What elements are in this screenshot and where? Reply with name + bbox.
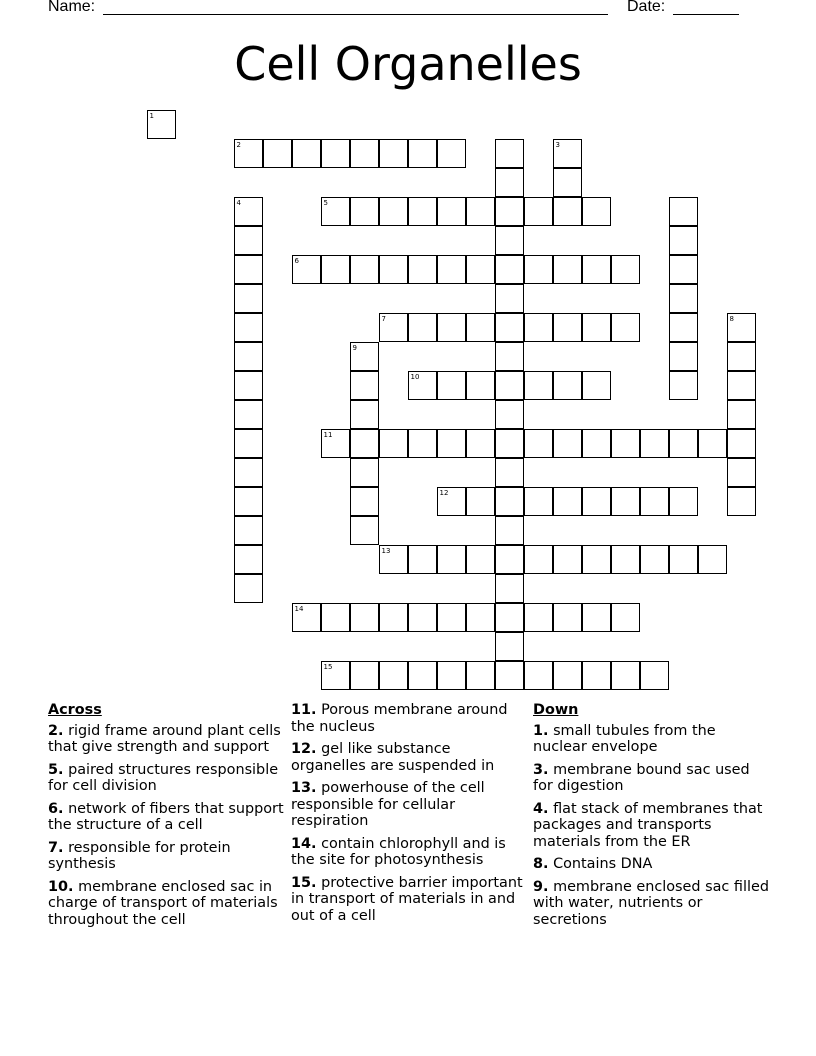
clue-text: membrane enclosed sac in charge of transport of materials throughout the cell xyxy=(48,878,278,928)
across-clue xyxy=(291,836,527,869)
across-heading: Across xyxy=(48,702,102,718)
grid-cell[interactable] xyxy=(234,342,263,371)
grid-cell[interactable] xyxy=(321,429,350,458)
grid-cell[interactable] xyxy=(553,545,582,574)
grid-cell[interactable] xyxy=(379,603,408,632)
grid-cell[interactable] xyxy=(234,545,263,574)
clue-text: flat stack of membranes that packages and transports materials from the ER xyxy=(533,800,763,850)
grid-cell[interactable] xyxy=(524,313,553,342)
grid-cell[interactable] xyxy=(408,545,437,574)
page-title: Cell Organelles xyxy=(234,37,582,91)
grid-cell[interactable] xyxy=(495,197,524,226)
across-clue xyxy=(291,780,527,830)
grid-cell[interactable] xyxy=(234,400,263,429)
grid-cell[interactable] xyxy=(582,545,611,574)
grid-cell[interactable] xyxy=(234,313,263,342)
grid-cell[interactable] xyxy=(495,545,524,574)
grid-cell[interactable] xyxy=(553,371,582,400)
across-clue-list xyxy=(48,723,284,929)
clue-text: responsible for protein synthesis xyxy=(48,839,231,872)
grid-cell[interactable] xyxy=(321,661,350,690)
grid-cell[interactable] xyxy=(698,429,727,458)
grid-cell[interactable] xyxy=(350,487,379,516)
grid-cell[interactable] xyxy=(495,226,524,255)
grid-cell[interactable] xyxy=(582,197,611,226)
grid-cell[interactable] xyxy=(553,603,582,632)
name-label: Name: xyxy=(48,0,96,15)
grid-cell[interactable] xyxy=(466,255,495,284)
clue-number: 5. xyxy=(48,761,64,778)
grid-cell[interactable] xyxy=(495,342,524,371)
grid-cell[interactable] xyxy=(437,603,466,632)
grid-cell[interactable] xyxy=(408,371,437,400)
clue-text: Contains DNA xyxy=(553,856,653,872)
grid-cell[interactable] xyxy=(263,139,292,168)
grid-cell[interactable] xyxy=(669,284,698,313)
clue-number: 2. xyxy=(48,722,64,739)
grid-cell[interactable] xyxy=(553,255,582,284)
across-clue xyxy=(291,741,527,774)
grid-cell[interactable] xyxy=(553,197,582,226)
grid-cell[interactable] xyxy=(437,197,466,226)
cell-number: 11 xyxy=(323,431,333,439)
clue-number: 14. xyxy=(291,835,317,852)
across-column xyxy=(48,702,284,934)
grid-cell[interactable] xyxy=(408,313,437,342)
grid-cell[interactable] xyxy=(466,197,495,226)
grid-cell[interactable] xyxy=(611,661,640,690)
grid-cell[interactable] xyxy=(408,603,437,632)
grid-cell[interactable] xyxy=(437,313,466,342)
grid-cell[interactable] xyxy=(466,429,495,458)
grid-cell[interactable] xyxy=(524,661,553,690)
grid-cell[interactable] xyxy=(582,429,611,458)
grid-cell[interactable] xyxy=(495,458,524,487)
clue-text: gel like substance organelles are suspended in xyxy=(291,741,495,774)
grid-cell[interactable] xyxy=(234,371,263,400)
clue-number: 3. xyxy=(533,761,549,778)
grid-cell[interactable] xyxy=(234,458,263,487)
grid-cell[interactable] xyxy=(408,139,437,168)
across-clue xyxy=(48,801,284,834)
across-clue xyxy=(48,840,284,873)
grid-cell[interactable] xyxy=(611,313,640,342)
grid-cell[interactable] xyxy=(582,603,611,632)
grid-cell[interactable] xyxy=(321,197,350,226)
grid-cell[interactable] xyxy=(292,139,321,168)
down-clue xyxy=(533,856,773,873)
grid-cell[interactable] xyxy=(582,313,611,342)
grid-cell[interactable] xyxy=(553,139,582,168)
clue-text: membrane enclosed sac filled with water, nutrients or secretions xyxy=(533,878,769,928)
grid-cell[interactable] xyxy=(234,516,263,545)
clue-number: 15. xyxy=(291,874,317,891)
cell-number: 9 xyxy=(352,344,357,352)
grid-cell[interactable] xyxy=(524,487,553,516)
across-clue xyxy=(291,702,527,735)
grid-cell[interactable] xyxy=(379,545,408,574)
grid-cell[interactable] xyxy=(640,429,669,458)
grid-cell[interactable] xyxy=(350,371,379,400)
grid-cell[interactable] xyxy=(466,371,495,400)
grid-cell[interactable] xyxy=(611,429,640,458)
grid-cell[interactable] xyxy=(553,168,582,197)
clue-text: powerhouse of the cell responsible for cellular respiration xyxy=(291,780,485,829)
grid-cell[interactable] xyxy=(640,487,669,516)
clue-text: small tubules from the nuclear envelope xyxy=(533,722,716,755)
clue-text: Porous membrane around the nucleus xyxy=(291,702,508,735)
date-label: Date: xyxy=(627,0,666,15)
grid-cell[interactable] xyxy=(582,661,611,690)
down-clue-list xyxy=(533,723,773,929)
grid-cell[interactable] xyxy=(640,545,669,574)
grid-cell[interactable] xyxy=(582,371,611,400)
grid-cell[interactable] xyxy=(292,255,321,284)
cell-number: 1 xyxy=(149,112,154,120)
grid-cell[interactable] xyxy=(466,487,495,516)
grid-cell[interactable] xyxy=(350,400,379,429)
cell-number: 13 xyxy=(381,547,391,555)
across-clue xyxy=(48,762,284,795)
clue-text: protective barrier important in transport of materials in and out of a cell xyxy=(291,874,523,924)
grid-cell[interactable] xyxy=(350,458,379,487)
grid-cell[interactable] xyxy=(553,487,582,516)
grid-cell[interactable] xyxy=(379,661,408,690)
grid-cell[interactable] xyxy=(611,545,640,574)
grid-cell[interactable] xyxy=(669,342,698,371)
grid-cell[interactable] xyxy=(669,371,698,400)
down-clue xyxy=(533,879,773,929)
grid-cell[interactable] xyxy=(727,371,756,400)
grid-cell[interactable] xyxy=(408,429,437,458)
grid-cell[interactable] xyxy=(437,429,466,458)
grid-cell[interactable] xyxy=(466,545,495,574)
grid-cell[interactable] xyxy=(495,429,524,458)
grid-cell[interactable] xyxy=(524,371,553,400)
grid-cell[interactable] xyxy=(669,226,698,255)
grid-cell[interactable] xyxy=(437,255,466,284)
grid-cell[interactable] xyxy=(234,284,263,313)
grid-cell[interactable] xyxy=(147,110,176,139)
across-clue xyxy=(48,723,284,756)
grid-cell[interactable] xyxy=(727,313,756,342)
grid-cell[interactable] xyxy=(727,487,756,516)
clue-text: rigid frame around plant cells that give strength and support xyxy=(48,722,281,755)
cell-number: 10 xyxy=(410,373,420,381)
cell-number: 15 xyxy=(323,663,333,671)
grid-cell[interactable] xyxy=(495,574,524,603)
grid-cell[interactable] xyxy=(350,603,379,632)
grid-cell[interactable] xyxy=(350,429,379,458)
grid-cell[interactable] xyxy=(495,284,524,313)
grid-cell[interactable] xyxy=(727,342,756,371)
grid-cell[interactable] xyxy=(553,429,582,458)
grid-cell[interactable] xyxy=(379,255,408,284)
grid-cell[interactable] xyxy=(350,197,379,226)
cell-number: 2 xyxy=(236,141,241,149)
grid-cell[interactable] xyxy=(234,139,263,168)
grid-cell[interactable] xyxy=(321,603,350,632)
clue-number: 6. xyxy=(48,800,64,817)
grid-cell[interactable] xyxy=(553,661,582,690)
grid-cell[interactable] xyxy=(234,429,263,458)
clue-number: 13. xyxy=(291,780,317,796)
cell-number: 4 xyxy=(236,199,241,207)
grid-cell[interactable] xyxy=(495,313,524,342)
grid-cell[interactable] xyxy=(495,516,524,545)
grid-cell[interactable] xyxy=(408,661,437,690)
grid-cell[interactable] xyxy=(495,168,524,197)
grid-cell[interactable] xyxy=(234,574,263,603)
grid-cell[interactable] xyxy=(437,487,466,516)
grid-cell[interactable] xyxy=(582,255,611,284)
grid-cell[interactable] xyxy=(524,603,553,632)
grid-cell[interactable] xyxy=(495,371,524,400)
clue-text: membrane bound sac used for digestion xyxy=(533,761,750,794)
grid-cell[interactable] xyxy=(553,313,582,342)
cell-number: 5 xyxy=(323,199,328,207)
clue-text: paired structures responsible for cell division xyxy=(48,761,279,794)
grid-cell[interactable] xyxy=(582,487,611,516)
down-clue xyxy=(533,762,773,795)
grid-cell[interactable] xyxy=(727,458,756,487)
clue-number: 4. xyxy=(533,800,549,817)
cell-number: 6 xyxy=(294,257,299,265)
grid-cell[interactable] xyxy=(495,632,524,661)
grid-cell[interactable] xyxy=(524,255,553,284)
grid-cell[interactable] xyxy=(379,429,408,458)
grid-cell[interactable] xyxy=(524,197,553,226)
grid-cell[interactable] xyxy=(350,139,379,168)
clue-number: 7. xyxy=(48,839,64,856)
grid-cell[interactable] xyxy=(437,661,466,690)
grid-cell[interactable] xyxy=(466,313,495,342)
across-clue xyxy=(291,875,527,925)
grid-cell[interactable] xyxy=(524,429,553,458)
grid-cell[interactable] xyxy=(408,197,437,226)
grid-cell[interactable] xyxy=(234,197,263,226)
grid-cell[interactable] xyxy=(611,603,640,632)
across-column-continued xyxy=(291,702,527,930)
down-heading: Down xyxy=(533,702,579,718)
across-clue-list-continued xyxy=(291,702,527,924)
down-clue xyxy=(533,801,773,851)
grid-cell[interactable] xyxy=(669,429,698,458)
grid-cell[interactable] xyxy=(669,255,698,284)
grid-cell[interactable] xyxy=(611,255,640,284)
clue-number: 1. xyxy=(533,722,549,739)
grid-cell[interactable] xyxy=(669,545,698,574)
cell-number: 7 xyxy=(381,315,386,323)
grid-cell[interactable] xyxy=(321,139,350,168)
grid-cell[interactable] xyxy=(495,255,524,284)
grid-cell[interactable] xyxy=(727,429,756,458)
grid-cell[interactable] xyxy=(495,661,524,690)
clue-text: network of fibers that support the structure of a cell xyxy=(48,800,284,833)
grid-cell[interactable] xyxy=(321,255,350,284)
grid-cell[interactable] xyxy=(379,197,408,226)
grid-cell[interactable] xyxy=(495,603,524,632)
grid-cell[interactable] xyxy=(669,197,698,226)
grid-cell[interactable] xyxy=(408,255,437,284)
grid-cell[interactable] xyxy=(379,313,408,342)
grid-cell[interactable] xyxy=(350,661,379,690)
grid-cell[interactable] xyxy=(234,226,263,255)
grid-cell[interactable] xyxy=(437,371,466,400)
clue-number: 10. xyxy=(48,878,74,895)
grid-cell[interactable] xyxy=(727,400,756,429)
grid-cell[interactable] xyxy=(292,603,321,632)
cell-number: 14 xyxy=(294,605,304,613)
grid-cell[interactable] xyxy=(495,400,524,429)
grid-cell[interactable] xyxy=(350,342,379,371)
cell-number: 8 xyxy=(729,315,734,323)
grid-cell[interactable] xyxy=(234,487,263,516)
cell-number: 12 xyxy=(439,489,449,497)
clue-number: 9. xyxy=(533,878,549,895)
grid-cell[interactable] xyxy=(437,545,466,574)
grid-cell[interactable] xyxy=(379,139,408,168)
grid-cell[interactable] xyxy=(698,545,727,574)
clue-number: 11. xyxy=(291,702,317,718)
clue-number: 12. xyxy=(291,741,317,757)
clue-text: contain chlorophyll and is the site for photosynthesis xyxy=(291,835,506,868)
grid-cell[interactable] xyxy=(495,139,524,168)
grid-cell[interactable] xyxy=(669,313,698,342)
clue-number: 8. xyxy=(533,856,549,872)
grid-cell[interactable] xyxy=(669,487,698,516)
down-column xyxy=(533,702,773,934)
grid-cell[interactable] xyxy=(524,545,553,574)
grid-cell[interactable] xyxy=(466,661,495,690)
grid-cell[interactable] xyxy=(437,139,466,168)
grid-cell[interactable] xyxy=(234,255,263,284)
grid-cell[interactable] xyxy=(611,487,640,516)
grid-cell[interactable] xyxy=(466,603,495,632)
across-clue xyxy=(48,879,284,929)
cell-number: 3 xyxy=(555,141,560,149)
grid-cell[interactable] xyxy=(350,516,379,545)
down-clue xyxy=(533,723,773,756)
grid-cell[interactable] xyxy=(640,661,669,690)
grid-cell[interactable] xyxy=(350,255,379,284)
grid-cell[interactable] xyxy=(495,487,524,516)
